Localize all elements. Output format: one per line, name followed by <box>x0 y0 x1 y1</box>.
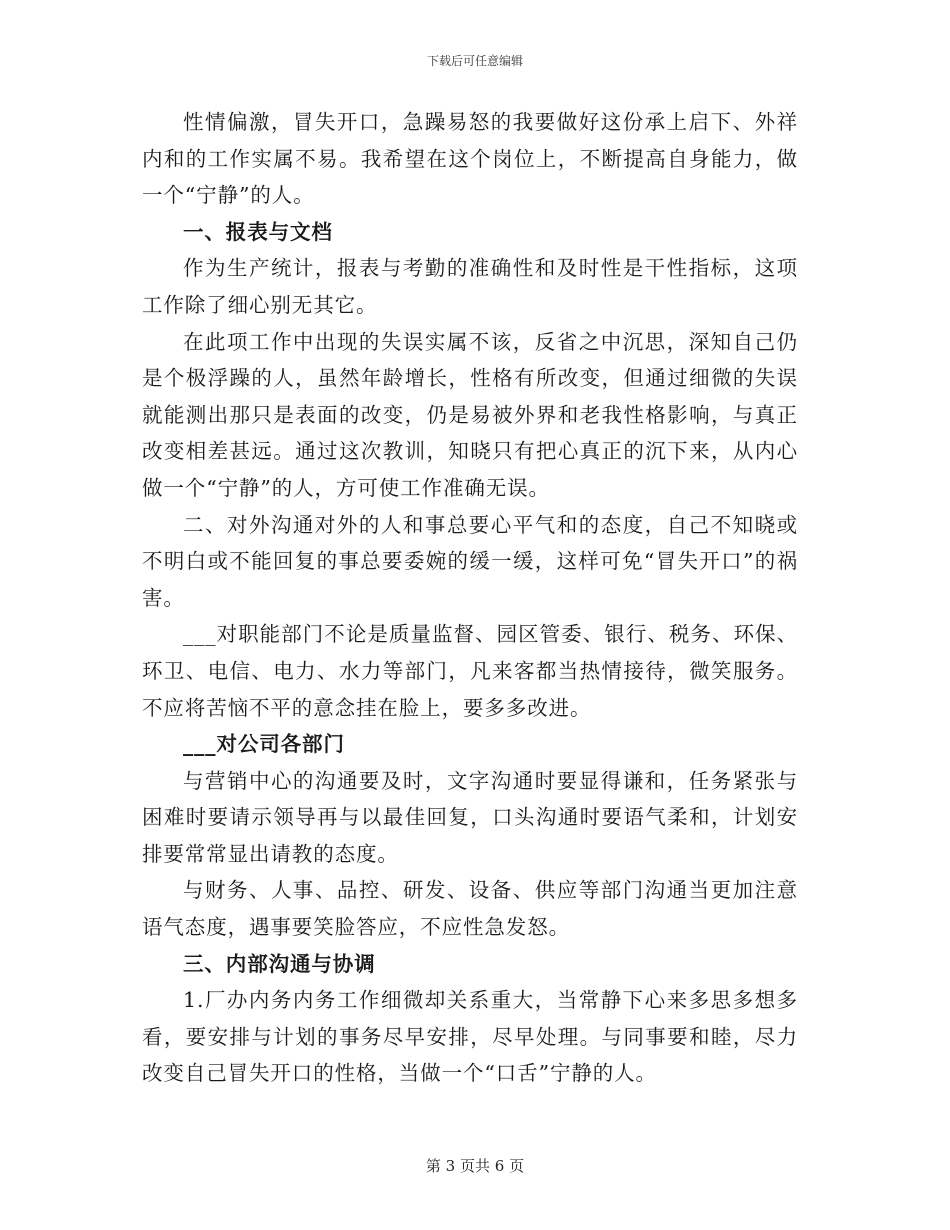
section-heading: 三、内部沟通与协调 <box>183 951 376 976</box>
paragraph: 作为生产统计，报表与考勤的准确性和及时性是干性指标，这项工作除了细心别无其它。 <box>142 256 798 317</box>
section-heading: 一、报表与文档 <box>183 219 333 244</box>
section-heading: ___对公司各部门 <box>183 732 345 757</box>
paragraph: 在此项工作中出现的失误实属不该，反省之中沉思，深知自己仍是个极浮躁的人，虽然年龄增长，性格有所改变，但通过细微的失误就能测出那只是表面的改变，仍是易被外界和老我性格影响，与真正改变相差甚远。通过这次教训，知晓只有把心真正的沉下来，从内心做一个“宁静”的人，方可使工作准确无误。 <box>142 329 798 500</box>
paragraph: 1.厂办内务内务工作细微却关系重大，当常静下心来多思多想多看，要安排与计划的事务尽早安排，尽早处理。与同事要和睦，尽力改变自己冒失开口的性格，当做一个“口舌”宁静的人。 <box>142 988 798 1086</box>
page-number: 第 3 页共 6 页 <box>425 1157 525 1175</box>
page-header: 下载后可任意编辑 <box>426 54 523 68</box>
paragraph: 二、对外沟通对外的人和事总要心平气和的态度，自己不知晓或不明白或不能回复的事总要委婉的缓一缓，这样可免“冒失开口”的祸害。 <box>142 512 798 610</box>
paragraph: 与营销中心的沟通要及时，文字沟通时要显得谦和，任务紧张与困难时要请示领导再与以最佳回复，口头沟通时要语气柔和，计划安排要常常显出请教的态度。 <box>142 768 798 866</box>
paragraph: 与财务、人事、品控、研发、设备、供应等部门沟通当更加注意语气态度，遇事要笑脸答应，不应性急发怒。 <box>142 878 798 940</box>
paragraph: 性情偏激，冒失开口，急躁易怒的我要做好这份承上启下、外祥内和的工作实属不易。我希望在这个岗位上，不断提高自身能力，做一个“宁静”的人。 <box>142 110 798 208</box>
paragraph: ___对职能部门不论是质量监督、园区管委、银行、税务、环保、环卫、电信、电力、水力等部门，凡来客都当热情接待，微笑服务。不应将苦恼不平的意念挂在脸上，要多多改进。 <box>142 622 798 720</box>
document-body <box>142 104 798 1092</box>
